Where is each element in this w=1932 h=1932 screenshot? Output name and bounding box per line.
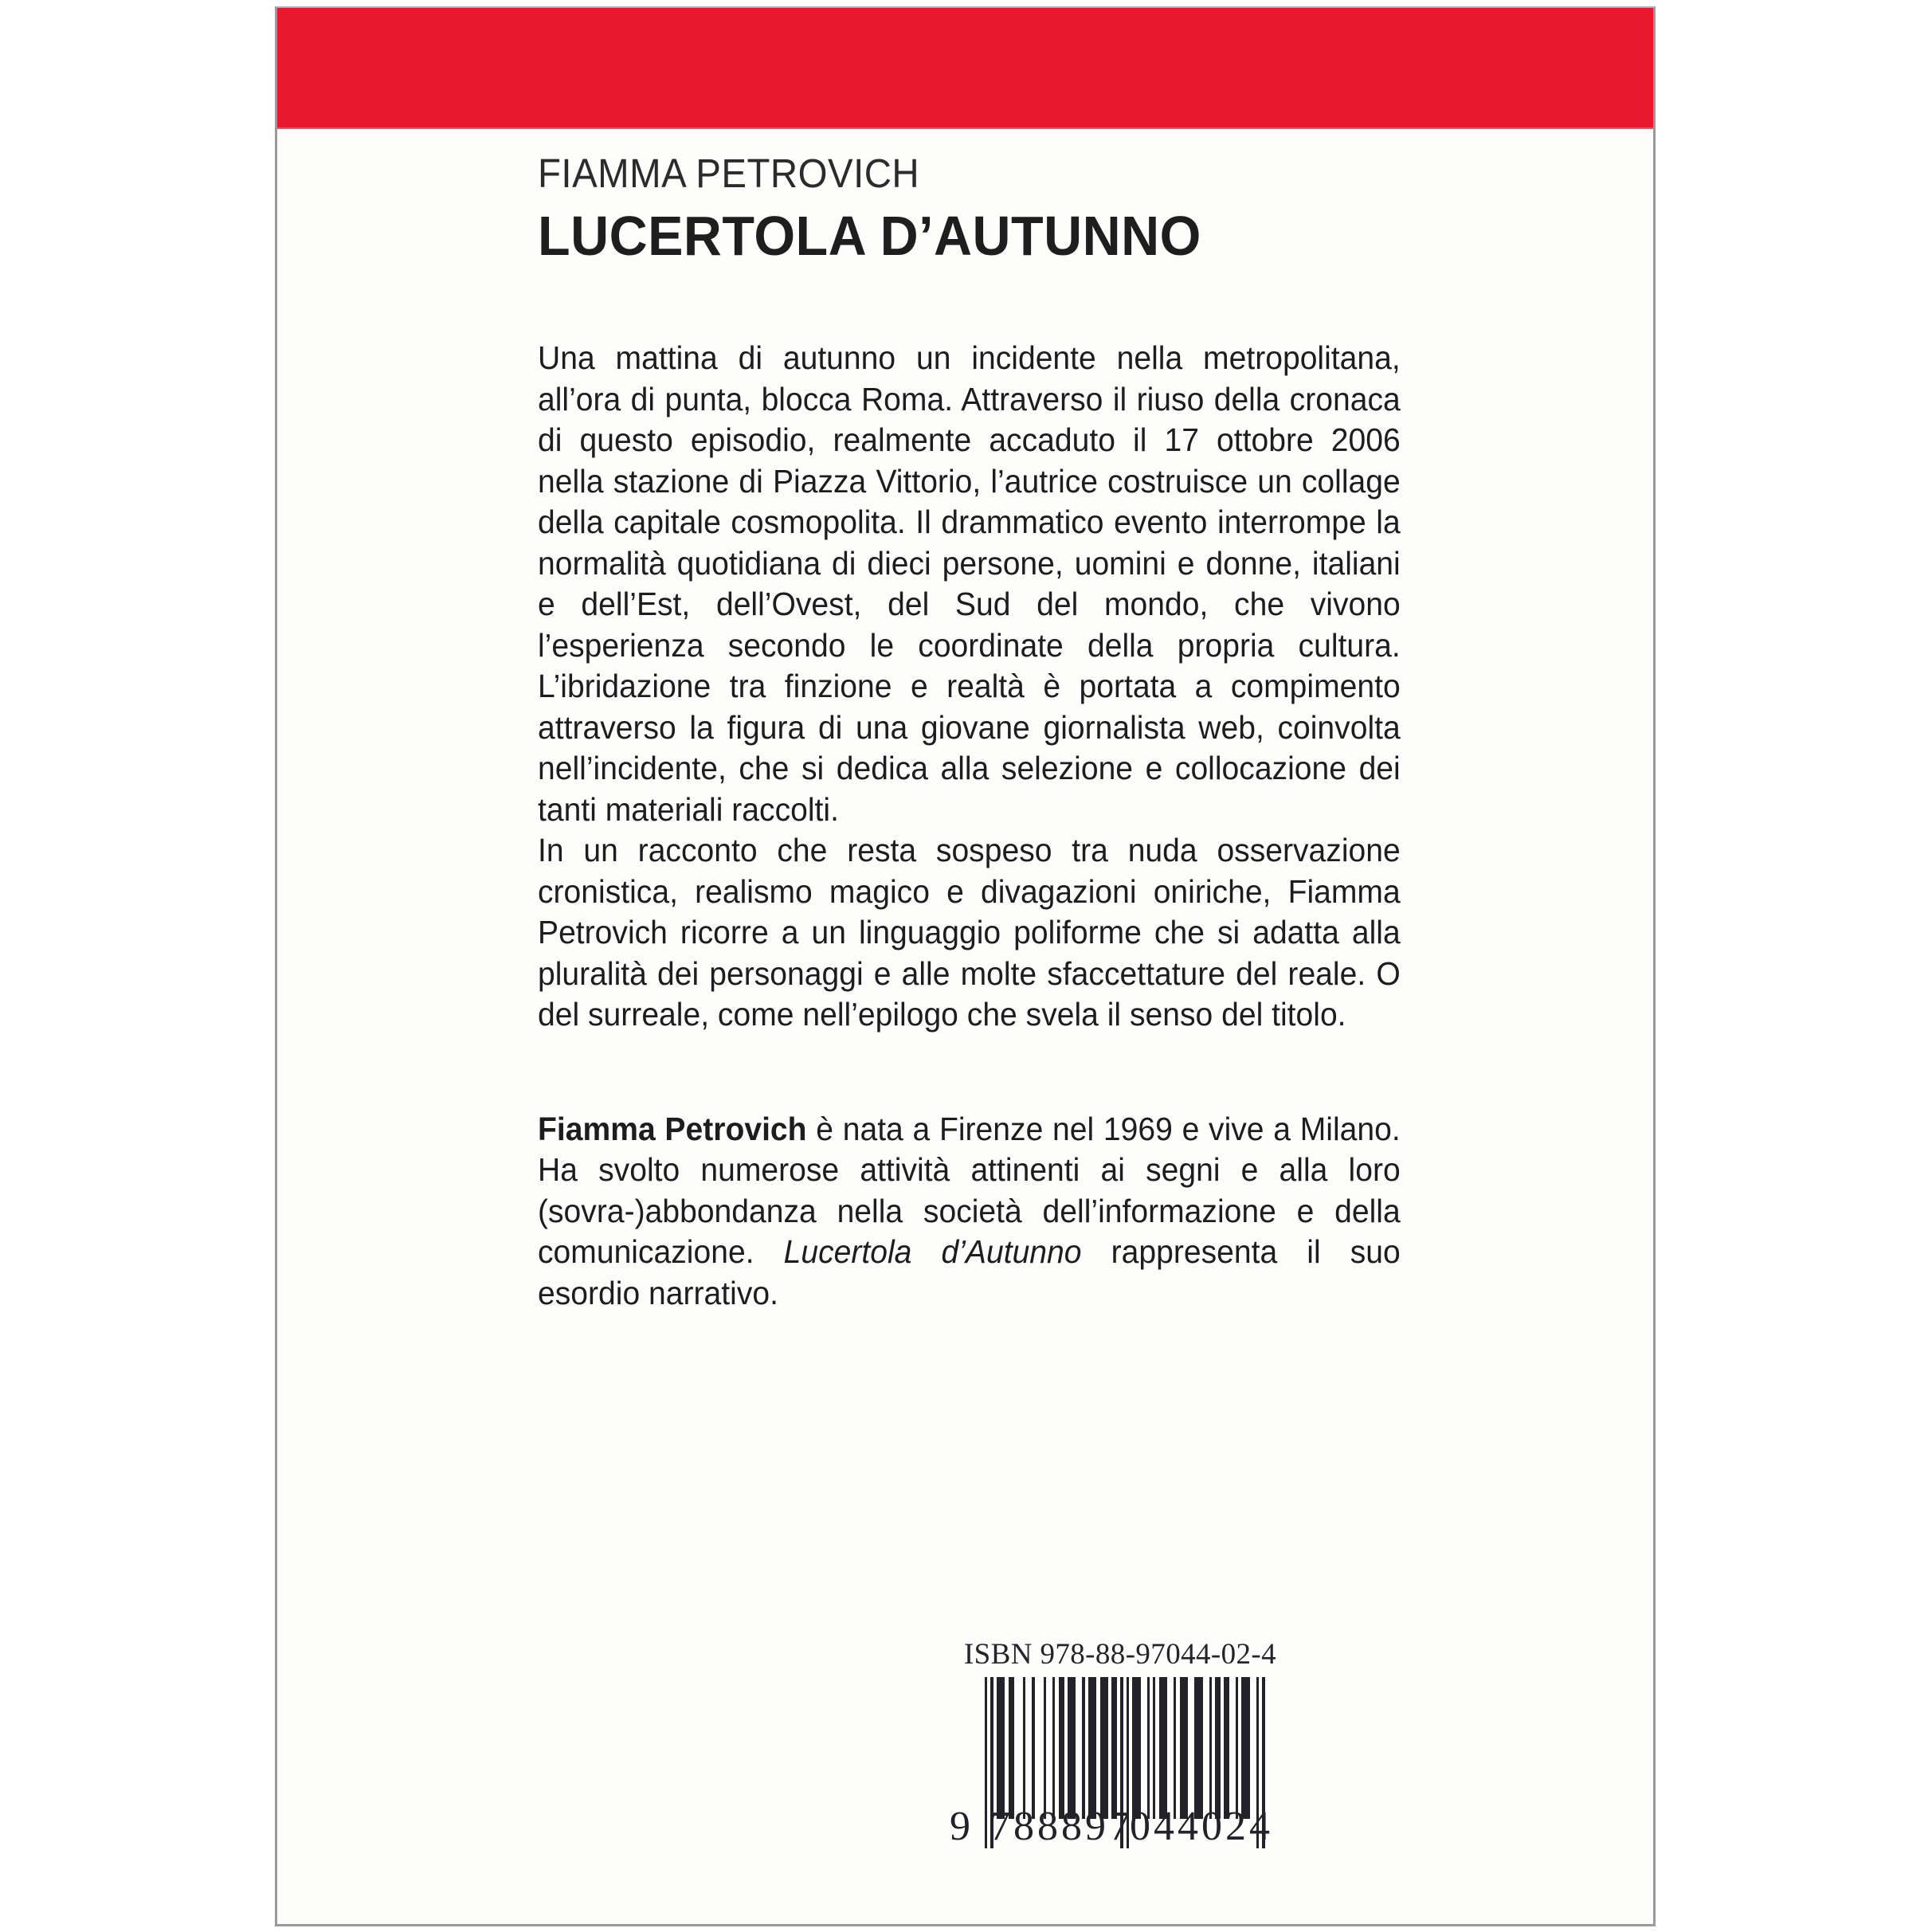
barcode-right-group: 044024	[1130, 1804, 1273, 1849]
book-title-heading: LUCERTOLA D’AUTUNNO	[538, 205, 1201, 267]
bio-work-title: Lucertola d’Autunno	[783, 1233, 1082, 1270]
bio-author-name: Fiamma Petrovich	[538, 1110, 807, 1147]
blurb-section	[538, 338, 1401, 1036]
bio-text-part-1: è nata a Firenze nel 1969 e vive a Milano. Ha svolto numerose attività attinenti ai segni e alla loro (sovra-)abbondanza nella società dell’informazione e della comunicazione.	[538, 1110, 1401, 1270]
bio-text-part-2: rappresenta il suo esordio narrativo.	[538, 1233, 1401, 1311]
isbn-barcode-block	[950, 1637, 1287, 1849]
book-cover-sheet	[275, 6, 1656, 1926]
barcode-lead-digit: 9	[950, 1804, 970, 1849]
isbn-label: ISBN 978-88-97044-02-4	[963, 1638, 1277, 1671]
author-bio-section	[538, 1109, 1401, 1315]
barcode-left-group: 788897	[990, 1804, 1133, 1849]
cover-text-content	[538, 153, 1401, 1314]
author-bio-paragraph	[538, 1109, 1401, 1315]
barcode-digits	[950, 1803, 1287, 1849]
blurb-paragraph-1: Una mattina di autunno un incidente nella metropolitana, all’ora di punta, blocca Roma. Attraverso il riuso della cronaca di questo episodio, realmente accaduto il 17 ottobre 2006 nella stazione di Piazza Vittorio, l’autrice costruisce un collage della capitale cosmopolita. Il drammatico evento interrompe la normalità quotidiana di dieci persone, uomini e donne, italiani e dell’Est, dell’Ovest, del Sud del mondo, che vivono l’esperienza secondo le coordinate della propria cultura. L’ibridazione tra finzione e realtà è portata a compimento attraverso la figura di una giovane giornalista web, coinvolta nell’incidente, che si dedica alla selezione e collocazione dei tanti materiali raccolti.	[538, 339, 1401, 828]
author-name-heading: FIAMMA PETROVICH	[538, 151, 920, 196]
red-accent-band	[277, 8, 1653, 129]
barcode	[950, 1677, 1287, 1849]
blurb-paragraph-2: In un racconto che resta sospeso tra nuda osservazione cronistica, realismo magico e divagazioni oniriche, Fiamma Petrovich ricorre a un linguaggio poliforme che si adatta alla pluralità dei personaggi e alle molte sfaccettature del reale. O del surreale, come nell’epilogo che svela il senso del titolo.	[538, 832, 1401, 1033]
